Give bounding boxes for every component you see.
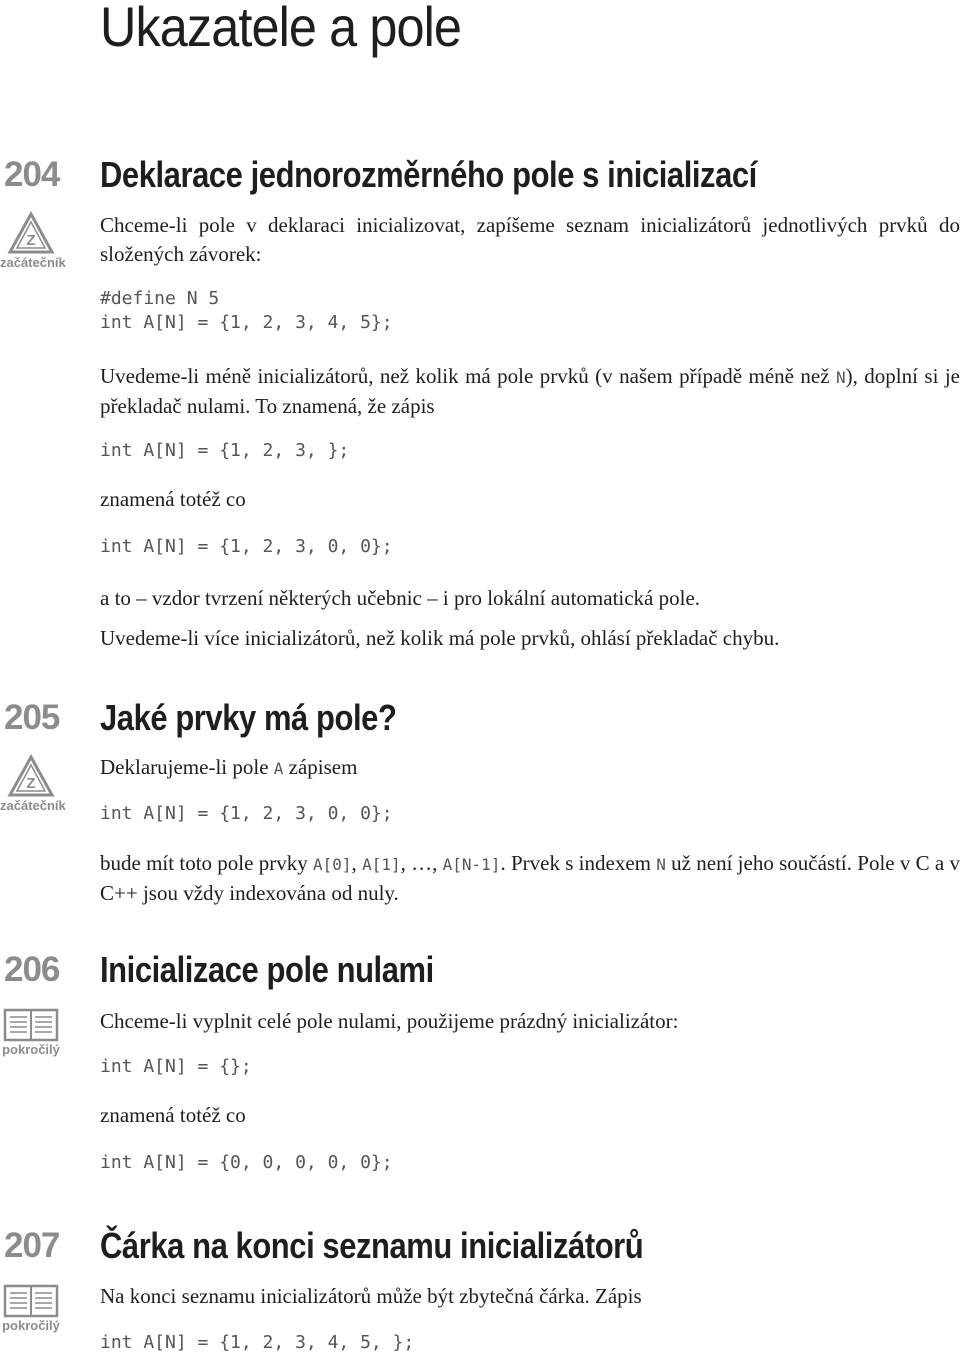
- tip-205-code-1: int A[N] = {1, 2, 3, 0, 0};: [100, 803, 393, 824]
- page-title: Ukazatele a pole: [100, 0, 462, 58]
- tip-204-code-1: #define N 5 int A[N] = {1, 2, 3, 4, 5};: [100, 288, 393, 333]
- level-label: začátečník: [0, 798, 66, 813]
- inline-code: A: [273, 759, 284, 778]
- tip-206-paragraph-2: znamená totéž co: [100, 1103, 246, 1127]
- tip-204-paragraph-4: a to – vzdor tvrzení některých učebnic – i pro lokální automatická pole.: [100, 586, 701, 610]
- inline-code: N: [836, 368, 846, 387]
- level-advanced: [0, 1284, 62, 1333]
- tip-heading: Inicializace pole nulami: [100, 949, 434, 990]
- tip-204-paragraph-3: znamená totéž co: [100, 487, 246, 511]
- beginner-triangle-icon: [7, 211, 55, 255]
- tip-206-code-1: int A[N] = {};: [100, 1056, 252, 1077]
- tip-heading: Čárka na konci seznamu inicializátorů: [100, 1225, 644, 1266]
- tip-number: 204: [4, 155, 60, 194]
- beginner-badge-letter: Z: [26, 232, 36, 249]
- tip-206-code-2: int A[N] = {0, 0, 0, 0, 0};: [100, 1152, 393, 1173]
- tip-205-paragraph-2: bude mít toto pole prvky A[0], A[1], …, A[N-1]. Prvek s indexem N už není jeho součástí. Pole v C a v C++ jsou vždy indexována od nuly.: [100, 851, 960, 905]
- level-label: začátečník: [0, 255, 66, 270]
- tip-number: 206: [4, 950, 60, 989]
- open-book-icon: [3, 1284, 59, 1318]
- tip-204-paragraph-1: Chceme-li pole v deklaraci inicializovat, zapíšeme seznam inicializátorů jednotlivých prvků do složených závorek:: [100, 213, 960, 266]
- level-beginner: [0, 211, 66, 270]
- tip-204-paragraph-2: Uvedeme-li méně inicializátorů, než kolik má pole prvků (v našem případě méně než N), doplní si je překladač nulami. To znamená, že zápis: [100, 364, 960, 418]
- tip-207-paragraph-1: Na konci seznamu inicializátorů může být zbytečná čárka. Zápis: [100, 1284, 642, 1308]
- tip-207-code-1: int A[N] = {1, 2, 3, 4, 5, };: [100, 1332, 415, 1353]
- tip-204-paragraph-5: Uvedeme-li více inicializátorů, než kolik má pole prvků, ohlásí překladač chybu.: [100, 626, 780, 650]
- beginner-badge-letter: Z: [26, 775, 36, 792]
- tip-heading: Jaké prvky má pole?: [100, 697, 397, 738]
- tip-204-code-2: int A[N] = {1, 2, 3, };: [100, 440, 350, 461]
- open-book-icon: [3, 1008, 59, 1042]
- level-beginner: [0, 754, 66, 813]
- level-label: pokročilý: [2, 1318, 60, 1333]
- level-advanced: [0, 1008, 62, 1057]
- tip-number: 205: [4, 698, 60, 737]
- tip-heading: Deklarace jednorozměrného pole s inicializací: [100, 154, 757, 195]
- tip-205-paragraph-1: Deklarujeme-li pole A zápisem: [100, 755, 358, 779]
- tip-number: 207: [4, 1226, 60, 1265]
- tip-206-paragraph-1: Chceme-li vyplnit celé pole nulami, použijeme prázdný inicializátor:: [100, 1009, 679, 1033]
- level-label: pokročilý: [2, 1042, 60, 1057]
- tip-204-code-3: int A[N] = {1, 2, 3, 0, 0};: [100, 536, 393, 557]
- beginner-triangle-icon: [7, 754, 55, 798]
